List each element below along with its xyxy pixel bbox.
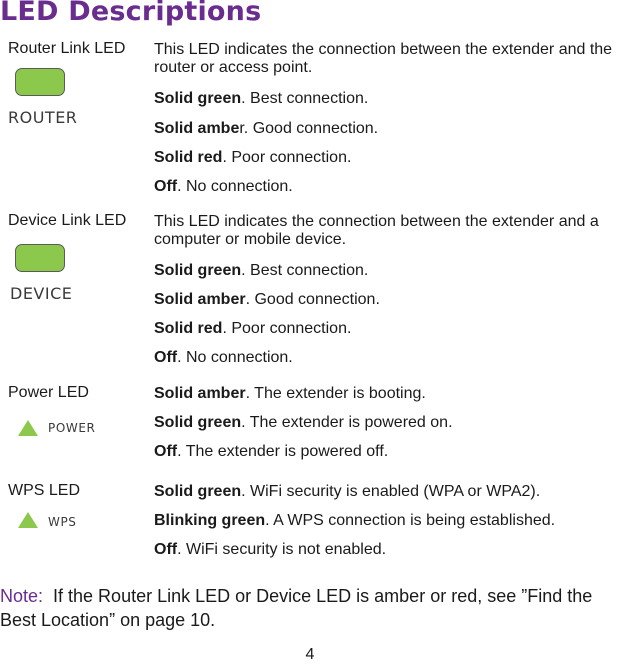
state-name: Solid green <box>154 90 242 107</box>
led-state <box>154 385 426 403</box>
led-state <box>154 541 386 559</box>
note-label: Note: <box>0 586 44 606</box>
state-meaning: . The extender is powered off. <box>177 443 389 460</box>
led-state <box>154 262 368 280</box>
note-text: If the Router Link LED or Device LED is amber or red, see ”Find the Best Location” on page 10. <box>0 586 593 630</box>
state-meaning: . Best connection. <box>241 262 369 279</box>
led-description: This LED indicates the connection between the extender and the router or access point. <box>154 41 613 76</box>
led-state <box>154 291 380 309</box>
led-name: Router Link LED <box>8 40 126 57</box>
state-meaning: . The extender is booting. <box>245 385 426 402</box>
led-name: Power LED <box>8 384 89 401</box>
led-state <box>154 443 388 461</box>
state-name: Off <box>154 541 178 558</box>
state-name: Solid green <box>154 414 242 431</box>
state-name: Blinking green <box>154 512 266 529</box>
state-name: Off <box>154 349 178 366</box>
led-name: WPS LED <box>8 482 81 499</box>
led-name: Device Link LED <box>8 212 127 229</box>
state-meaning: . Best connection. <box>241 90 369 107</box>
led-state <box>154 149 351 167</box>
page-number: 4 <box>305 646 315 663</box>
state-name: Solid ambe <box>154 120 240 137</box>
led-state <box>154 414 453 432</box>
state-meaning: . WiFi security is not enabled. <box>177 541 387 558</box>
state-name: Solid red <box>154 320 223 337</box>
state-meaning: . WiFi security is enabled (WPA or WPA2). <box>241 483 541 500</box>
led-state <box>154 349 293 367</box>
state-meaning: r. Good connection. <box>239 120 379 137</box>
state-name: Solid green <box>154 483 242 500</box>
led-indicator-label: DEVICE <box>10 284 73 303</box>
led-state <box>154 320 351 338</box>
state-name: Solid green <box>154 262 242 279</box>
state-meaning: . No connection. <box>177 178 293 195</box>
led-state <box>154 483 540 501</box>
state-name: Off <box>154 443 178 460</box>
state-name: Solid amber <box>154 385 246 402</box>
state-name: Solid red <box>154 149 223 166</box>
router-led-icon <box>15 68 65 96</box>
note <box>0 584 620 632</box>
led-state <box>154 90 368 108</box>
led-indicator-label: WPS <box>48 515 77 529</box>
state-name: Solid amber <box>154 291 246 308</box>
led-state <box>154 120 378 138</box>
state-meaning: . No connection. <box>177 349 293 366</box>
led-state <box>154 178 293 196</box>
state-meaning: . Poor connection. <box>222 149 352 166</box>
state-meaning: . A WPS connection is being established. <box>265 512 556 529</box>
state-meaning: . The extender is powered on. <box>241 414 453 431</box>
state-meaning: . Good connection. <box>245 291 380 308</box>
led-indicator-label: POWER <box>48 421 96 435</box>
wps-led-icon <box>18 512 38 528</box>
device-led-icon <box>15 244 65 272</box>
led-indicator-label: ROUTER <box>8 108 78 127</box>
led-description: This LED indicates the connection between the extender and a computer or mobile device. <box>154 213 599 248</box>
power-led-icon <box>18 420 38 436</box>
state-name: Off <box>154 178 178 195</box>
state-meaning: . Poor connection. <box>222 320 352 337</box>
led-state <box>154 512 555 530</box>
page-title: LED Descriptions <box>0 0 262 27</box>
